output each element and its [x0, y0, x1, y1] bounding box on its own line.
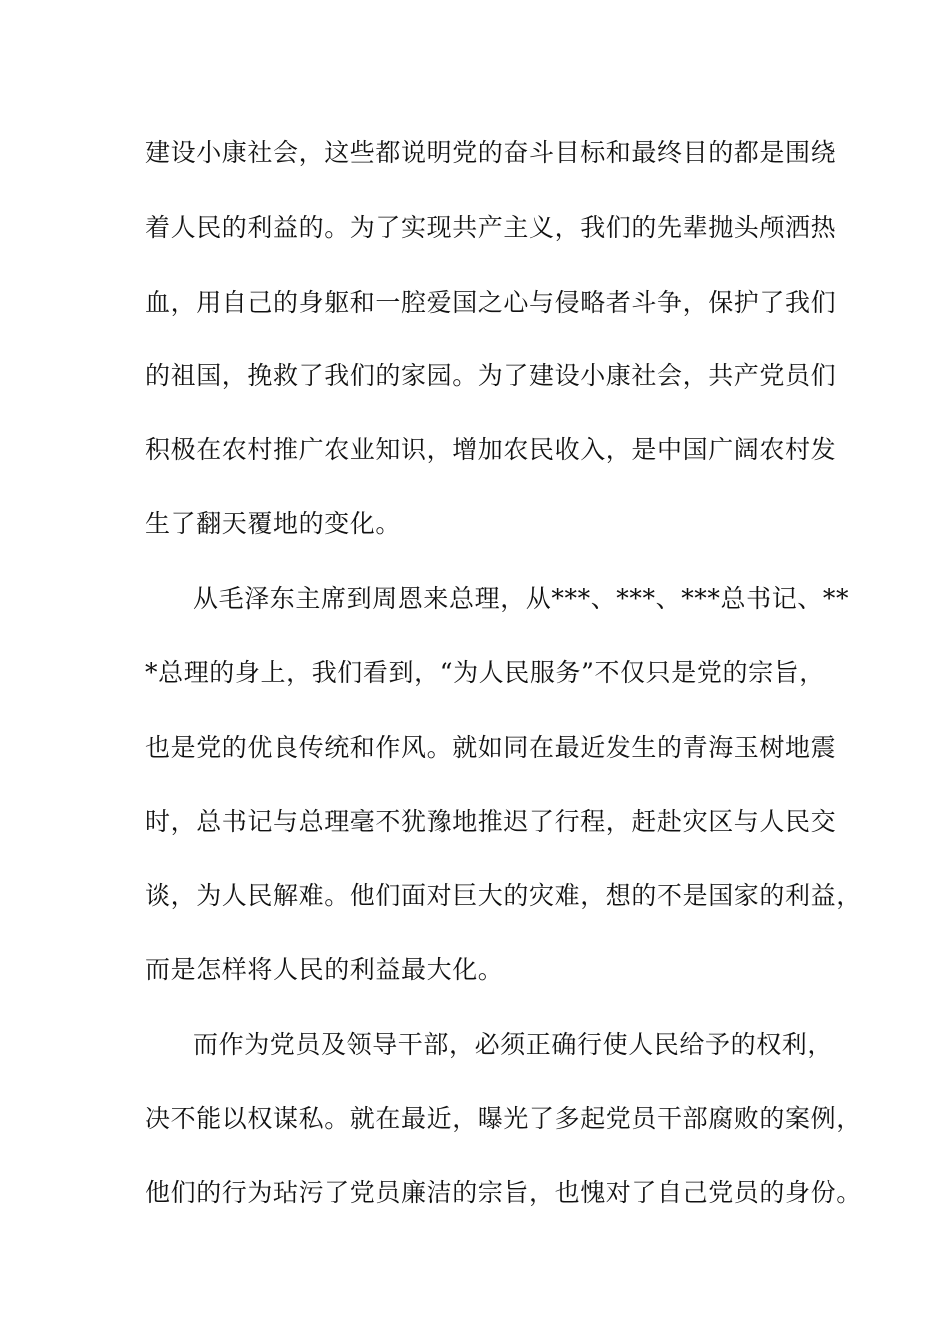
paragraph-line: 时，总书记与总理毫不犹豫地推迟了行程，赶赴灾区与人民交	[145, 807, 837, 836]
paragraph-line: 积极在农村推广农业知识，增加农民收入，是中国广阔农村发	[145, 435, 837, 464]
paragraph-line: *总理的身上，我们看到，“为人民服务”不仅只是党的宗旨，	[145, 658, 825, 687]
paragraph-line: 建设小康社会，这些都说明党的奋斗目标和最终目的都是围绕	[145, 138, 837, 167]
paragraph-line: 他们的行为玷污了党员廉洁的宗旨，也愧对了自己党员的身份。	[145, 1178, 862, 1207]
paragraph-line: 而是怎样将人民的利益最大化。	[145, 955, 504, 984]
paragraph-line: 血，用自己的身躯和一腔爱国之心与侵略者斗争，保护了我们	[145, 288, 837, 317]
paragraph-line: 谈，为人民解难。他们面对巨大的灾难，想的不是国家的利益，	[145, 881, 862, 910]
paragraph-line: 着人民的利益的。为了实现共产主义，我们的先辈抛头颅洒热	[145, 213, 837, 242]
paragraph-line: 生了翻天覆地的变化。	[145, 509, 402, 538]
paragraph-line: 也是党的优良传统和作风。就如同在最近发生的青海玉树地震	[145, 733, 837, 762]
paragraph-line: 的祖国，挽救了我们的家园。为了建设小康社会，共产党员们	[145, 361, 837, 390]
paragraph-line: 而作为党员及领导干部，必须正确行使人民给予的权利，	[193, 1030, 834, 1059]
paragraph-line: 从毛泽东主席到周恩来总理，从***、***、***总书记、**	[193, 584, 850, 613]
paragraph-line: 决不能以权谋私。就在最近，曝光了多起党员干部腐败的案例，	[145, 1104, 862, 1133]
